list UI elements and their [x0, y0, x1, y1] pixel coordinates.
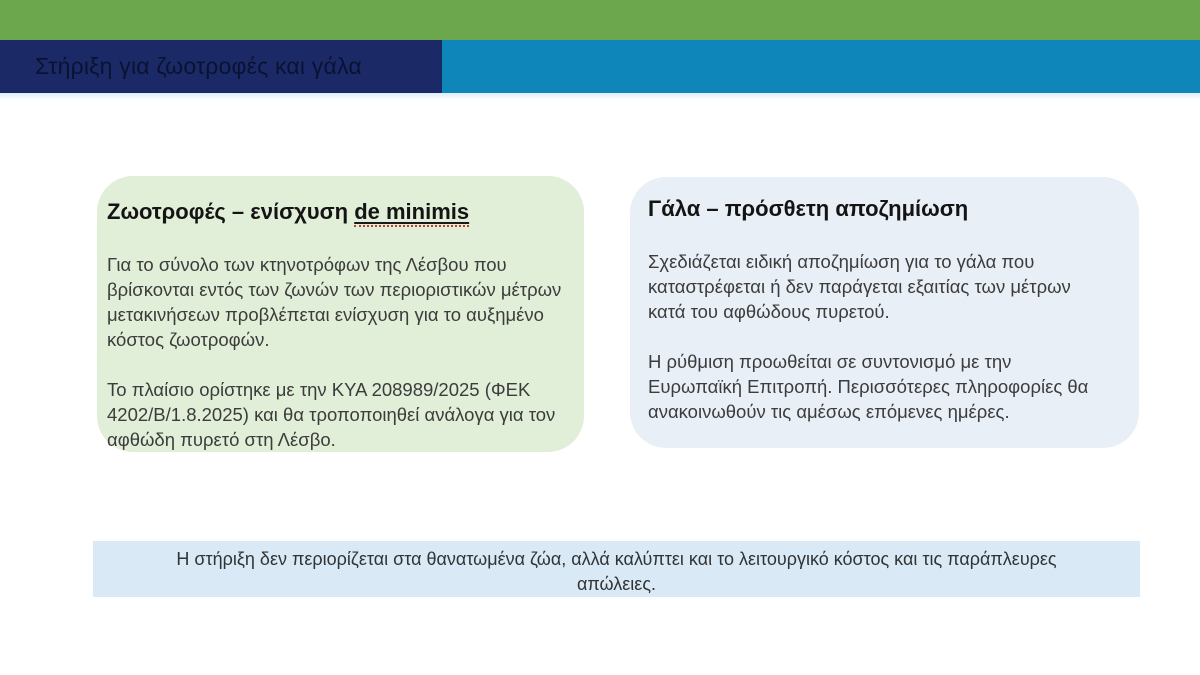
slide-title: Στήριξη για ζωοτροφές και γάλα	[35, 53, 362, 79]
card-feed-paragraph-1: Για το σύνολο των κτηνοτρόφων της Λέσβου που βρίσκονται εντός των ζωνών των περιοριστικών μέτρων μετακινήσεων προβλέπεται ενίσχυση για το αυξημένο κόστος ζωοτροφών.	[107, 254, 562, 350]
header-shadow	[0, 93, 1200, 100]
card-milk-paragraph-2: Η ρύθμιση προωθείται σε συντονισμό με την Ευρωπαϊκή Επιτροπή. Περισσότερες πληροφορίες θα ανακοινωθούν τις αμέσως επόμενες ημέρες.	[648, 351, 1089, 422]
title-bar	[0, 40, 442, 93]
card-feed-title-text: Ζωοτροφές – ενίσχυση	[107, 199, 355, 224]
card-feed-title-underlined-text: de minimis	[354, 199, 469, 227]
footer-note-line-1: Η στήριξη δεν περιορίζεται στα θανατωμένα ζώα, αλλά καλύπτει και το λειτουργικό κόστος και τις παράπλευρες	[176, 549, 1057, 569]
card-milk-paragraph-1: Σχεδιάζεται ειδική αποζημίωση για το γάλα που καταστρέφεται ή δεν παράγεται εξαιτίας των μέτρων κατά του αφθώδους πυρετού.	[648, 251, 1071, 322]
card-feed-support	[97, 176, 584, 452]
card-milk-title: Γάλα – πρόσθετη αποζημίωση	[648, 196, 969, 221]
footer-note-line-2: απώλειες.	[576, 574, 656, 594]
top-accent-bar	[0, 0, 1200, 40]
card-feed-paragraph-2: Το πλαίσιο ορίστηκε με την ΚΥΑ 208989/2025 (ΦΕΚ 4202/Β/1.8.2025) και θα τροποποιηθεί ανάλογα για τον αφθώδη πυρετό στη Λέσβο.	[107, 379, 556, 450]
header-accent-bar	[442, 40, 1200, 93]
card-milk-compensation	[630, 177, 1139, 448]
card-feed-title	[107, 198, 570, 226]
header-band	[0, 40, 1200, 93]
footer-note-banner	[93, 541, 1140, 597]
